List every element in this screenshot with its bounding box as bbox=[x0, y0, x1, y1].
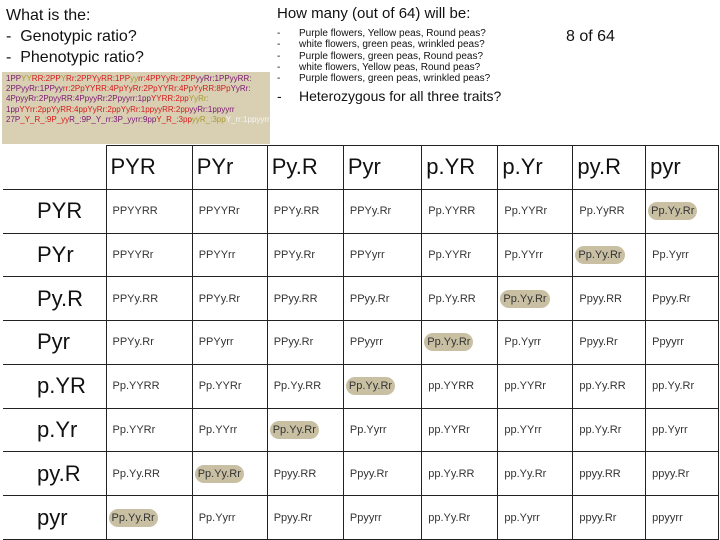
answer-segment: 27P bbox=[6, 114, 21, 124]
answer-line bbox=[6, 105, 266, 115]
genotype-text: PPyy.Rr bbox=[273, 336, 314, 349]
answer-segment: YyRr:2Pp bbox=[123, 84, 158, 94]
genotype-text: Pp.Yy.RR bbox=[112, 467, 160, 480]
genotype-text: pp.YYRR bbox=[428, 380, 475, 393]
genotype-cell bbox=[343, 364, 421, 408]
genotype-text: Ppyy.RR bbox=[579, 292, 622, 305]
genotype-cell bbox=[573, 277, 646, 321]
genotype-text: Pp.Yyrr bbox=[504, 336, 542, 349]
genotype-text: Pp.Yy.RR bbox=[273, 380, 322, 393]
genotype-text: Pp.Yy.Rr bbox=[648, 202, 697, 220]
genotype-text: PPYy.Rr bbox=[273, 248, 316, 261]
genotype-text: PPYy.RR bbox=[273, 205, 320, 218]
genotype-text: pp.Yyrr bbox=[652, 423, 688, 436]
genotype-text: Pp.YYRr bbox=[112, 423, 156, 436]
gamete-row-header: Py.R bbox=[3, 277, 106, 321]
genotype-cell bbox=[267, 452, 343, 496]
genotype-cell bbox=[646, 364, 719, 408]
genotype-cell bbox=[573, 496, 646, 540]
genotype-text: pp.Yyrr bbox=[504, 511, 540, 524]
genotype-phenotype-question bbox=[6, 5, 144, 68]
genotype-cell bbox=[646, 408, 719, 452]
answer-segment: YyRr:2pp bbox=[87, 104, 121, 114]
genotype-text: Pp.YYRR bbox=[428, 205, 476, 218]
genotype-text: Pp.Yyrr bbox=[652, 248, 689, 261]
how-many-item: - Purple flowers, green peas, Round peas? bbox=[277, 51, 717, 62]
genotype-cell bbox=[422, 496, 498, 540]
punnett-row bbox=[3, 408, 719, 452]
genotype-cell bbox=[573, 364, 646, 408]
genotype-cell bbox=[498, 496, 573, 540]
genotype-text: Pp.Yy.Rr bbox=[109, 509, 158, 527]
gamete-column-header: PYR bbox=[106, 146, 192, 190]
genotype-text: PPYYRr bbox=[198, 205, 240, 218]
genotype-cell bbox=[343, 452, 421, 496]
genotype-cell bbox=[106, 364, 192, 408]
genotype-cell bbox=[498, 452, 573, 496]
genotype-text: ppyy.RR bbox=[579, 467, 621, 480]
genotype-cell bbox=[106, 277, 192, 321]
genotype-cell bbox=[646, 321, 719, 365]
punnett-row bbox=[3, 233, 719, 277]
genotype-text: PPYy.Rr bbox=[112, 336, 154, 349]
answer-ratio-box bbox=[2, 72, 270, 144]
genotype-text: Pp.YyRR bbox=[579, 205, 625, 218]
genotype-cell bbox=[106, 452, 192, 496]
question-line-2: - Genotypic ratio? bbox=[6, 28, 137, 45]
genotype-cell bbox=[573, 321, 646, 365]
genotype-cell bbox=[192, 321, 267, 365]
answer-segment: yy bbox=[130, 74, 139, 83]
genotype-text: Pp.YYrr bbox=[198, 423, 238, 436]
genotype-text: Pp.Yy.Rr bbox=[195, 465, 244, 483]
answer-segment: YYrr:2pp bbox=[19, 104, 51, 114]
genotype-cell bbox=[422, 233, 498, 277]
genotype-text: pp.Yy.RR bbox=[428, 467, 475, 480]
genotype-text: Pp.Yy.Rr bbox=[270, 421, 319, 439]
how-many-question bbox=[277, 5, 717, 105]
gamete-row-header: p.YR bbox=[3, 364, 106, 408]
genotype-cell bbox=[646, 277, 719, 321]
answer-segment: YYRR:4Pp bbox=[84, 84, 124, 94]
how-many-title: How many (out of 64) will be: bbox=[277, 5, 471, 22]
genotype-cell bbox=[646, 189, 719, 233]
how-many-item: - Purple flowers, green peas, wrinkled peas? bbox=[277, 73, 717, 84]
genotype-cell bbox=[192, 189, 267, 233]
punnett-square bbox=[3, 145, 719, 540]
punnett-row bbox=[3, 277, 719, 321]
genotype-cell bbox=[106, 496, 192, 540]
answer-segment: YyRR:8Pp bbox=[193, 84, 231, 94]
answer-segment: yyRr:1PPyyRR: bbox=[195, 74, 252, 83]
answer-segment: Y_R_:3pp bbox=[156, 114, 192, 124]
punnett-corner bbox=[3, 146, 106, 190]
genotype-cell bbox=[267, 364, 343, 408]
genotype-text: ppyy.Rr bbox=[579, 511, 617, 524]
answer-segment: YyRr:1pp bbox=[120, 104, 155, 114]
genotype-cell bbox=[343, 408, 421, 452]
answer-line bbox=[6, 74, 266, 84]
genotype-cell bbox=[106, 408, 192, 452]
genotype-text: Ppyy.Rr bbox=[273, 511, 313, 524]
answer-segment: YyRr: bbox=[230, 84, 251, 94]
genotype-cell bbox=[267, 496, 343, 540]
answer-segment: yyRr:1ppyyrr bbox=[189, 104, 235, 114]
genotype-text: PPYy.Rr bbox=[349, 205, 392, 218]
genotype-text: Ppyy.Rr bbox=[579, 336, 618, 349]
answer-segment: rr:2Pp bbox=[62, 84, 85, 94]
genotype-text: Ppyy.RR bbox=[273, 467, 317, 480]
gamete-column-header: Py.R bbox=[267, 146, 343, 190]
punnett-row bbox=[3, 364, 719, 408]
genotype-text: Ppyyrr bbox=[349, 511, 382, 524]
genotype-text: Pp.YYRR bbox=[112, 380, 160, 393]
genotype-text: pp.Yy.Rr bbox=[504, 467, 547, 480]
genotype-text: pp.Yy.RR bbox=[579, 380, 626, 393]
answer-segment: RR:2PP bbox=[31, 74, 61, 83]
genotype-text: pp.YYrr bbox=[504, 423, 542, 436]
genotype-text: pp.Yy.Rr bbox=[652, 380, 695, 393]
genotype-cell bbox=[343, 233, 421, 277]
punnett-row bbox=[3, 496, 719, 540]
genotype-cell bbox=[343, 189, 421, 233]
genotype-cell bbox=[192, 496, 267, 540]
genotype-cell bbox=[498, 321, 573, 365]
answer-segment: _Y_R_:9P_yy bbox=[20, 114, 70, 124]
gamete-row-header: pyr bbox=[3, 496, 106, 540]
genotype-text: pp.Yy.Rr bbox=[579, 423, 622, 436]
genotype-cell bbox=[343, 496, 421, 540]
genotype-cell bbox=[106, 321, 192, 365]
punnett-row bbox=[3, 452, 719, 496]
answer-segment: YyRR:4pp bbox=[50, 104, 88, 114]
gamete-column-header: p.Yr bbox=[498, 146, 573, 190]
genotype-cell bbox=[422, 364, 498, 408]
question-line-3: - Phenotypic ratio? bbox=[6, 49, 144, 66]
genotype-cell bbox=[498, 408, 573, 452]
genotype-cell bbox=[267, 233, 343, 277]
answer-line bbox=[6, 94, 266, 104]
genotype-cell bbox=[498, 189, 573, 233]
gamete-column-header: p.YR bbox=[422, 146, 498, 190]
genotype-cell bbox=[573, 233, 646, 277]
genotype-cell bbox=[422, 189, 498, 233]
genotype-cell bbox=[267, 189, 343, 233]
genotype-text: Pp.Yy.RR bbox=[428, 292, 476, 305]
genotype-cell bbox=[106, 189, 192, 233]
answer-segment: YyRr:2PP bbox=[160, 74, 196, 83]
genotype-text: ppyyrr bbox=[652, 511, 683, 524]
genotype-text: ppyy.Rr bbox=[652, 467, 690, 480]
answer-line bbox=[6, 114, 270, 125]
genotype-text: Pp.YYRr bbox=[504, 205, 548, 218]
answer-segment: R_:9P_Y_rr:3P_yyrr:9pp bbox=[69, 114, 157, 124]
genotype-text: PPYyrr bbox=[349, 248, 385, 261]
answer-segment: Y bbox=[60, 74, 67, 83]
genotype-text: Pp.YYRr bbox=[428, 248, 472, 261]
genotype-cell bbox=[422, 408, 498, 452]
genotype-text: Pp.Yyrr bbox=[198, 511, 236, 524]
genotype-text: pp.YYRr bbox=[428, 423, 470, 436]
genotype-text: pp.Yy.Rr bbox=[428, 511, 471, 524]
gamete-column-header: pyr bbox=[646, 146, 719, 190]
answer-segment: 2PPyyRr:1PPyy bbox=[6, 84, 63, 94]
genotype-text: PPYYRR bbox=[112, 205, 158, 218]
answer-segment: YYRR:2pp bbox=[150, 94, 189, 104]
genotype-cell bbox=[343, 321, 421, 365]
genotype-cell bbox=[573, 189, 646, 233]
gamete-row-header: p.Yr bbox=[3, 408, 106, 452]
genotype-text: PPyy.RR bbox=[273, 292, 318, 305]
how-many-item: - Purple flowers, Yellow peas, Round peas? bbox=[277, 28, 717, 39]
answer-segment: 1pp bbox=[6, 104, 20, 114]
how-many-item: - white flowers, green peas, wrinkled peas? bbox=[277, 39, 717, 50]
gamete-column-header: PYr bbox=[192, 146, 267, 190]
genotype-text: PPyyrr bbox=[349, 336, 383, 349]
genotype-cell bbox=[192, 364, 267, 408]
genotype-text: Pp.YYrr bbox=[504, 248, 543, 261]
answer-segment: YY bbox=[21, 74, 32, 83]
genotype-cell bbox=[192, 233, 267, 277]
genotype-text: PPYy.RR bbox=[112, 292, 159, 305]
gamete-row-header: PYR bbox=[3, 189, 106, 233]
genotype-cell bbox=[498, 364, 573, 408]
gamete-row-header: PYr bbox=[3, 233, 106, 277]
genotype-cell bbox=[192, 452, 267, 496]
genotype-text: PPYYRr bbox=[112, 248, 154, 261]
genotype-text: Pp.Yy.Rr bbox=[575, 246, 624, 264]
genotype-text: pp.YYRr bbox=[504, 380, 546, 393]
answer-segment: YyRr: bbox=[188, 94, 209, 104]
answer-segment: Rr:2PP bbox=[66, 74, 92, 83]
answer-segment: yyRr:2PpyyRR:4PpyyRr:2Ppyyrr:1pp bbox=[20, 94, 151, 104]
answer-segment: 1PP bbox=[6, 74, 22, 83]
genotype-cell bbox=[192, 408, 267, 452]
gamete-row-header: py.R bbox=[3, 452, 106, 496]
genotype-text: Ppyy.Rr bbox=[349, 467, 389, 480]
genotype-text: Pp.Yy.Rr bbox=[424, 333, 473, 351]
genotype-cell bbox=[106, 233, 192, 277]
answer-count: 8 of 64 bbox=[566, 28, 615, 45]
question-line-1: What is the: bbox=[6, 7, 91, 24]
punnett-row bbox=[3, 189, 719, 233]
answer-segment: yyR_:3pp bbox=[191, 114, 226, 124]
genotype-text: Pp.Yy.Rr bbox=[500, 290, 549, 308]
answer-segment: 4Pp bbox=[6, 94, 21, 104]
genotype-cell bbox=[646, 233, 719, 277]
answer-segment: Y_rr:1ppyyrr bbox=[225, 114, 270, 124]
how-many-list bbox=[277, 28, 717, 84]
genotype-text: Pp.Yy.Rr bbox=[346, 377, 395, 395]
answer-segment: yyRR:2pp bbox=[154, 104, 190, 114]
answer-segment: YYRr:4Pp bbox=[157, 84, 194, 94]
answer-segment: YyRR:1PP bbox=[91, 74, 131, 83]
genotype-cell bbox=[646, 452, 719, 496]
genotype-text: Ppyyrr bbox=[652, 336, 684, 349]
genotype-cell bbox=[573, 452, 646, 496]
genotype-text: Pp.Yyrr bbox=[349, 423, 387, 436]
genotype-text: PPyy.Rr bbox=[349, 292, 390, 305]
genotype-cell bbox=[343, 277, 421, 321]
genotype-text: Pp.YYRr bbox=[198, 380, 242, 393]
heterozygous-question: - Heterozygous for all three traits? bbox=[277, 87, 717, 105]
answer-line bbox=[6, 84, 266, 94]
genotype-text: Ppyy.Rr bbox=[652, 292, 691, 305]
genotype-cell bbox=[498, 277, 573, 321]
how-many-item: - white flowers, Yellow peas, Round peas? bbox=[277, 62, 717, 73]
genotype-text: PPYyrr bbox=[198, 336, 234, 349]
genotype-cell bbox=[267, 321, 343, 365]
punnett-header-row bbox=[3, 146, 719, 190]
gamete-column-header: Pyr bbox=[343, 146, 421, 190]
gamete-column-header: py.R bbox=[573, 146, 646, 190]
genotype-cell bbox=[498, 233, 573, 277]
genotype-cell bbox=[267, 277, 343, 321]
genotype-cell bbox=[422, 321, 498, 365]
genotype-text: PPYy.Rr bbox=[198, 292, 241, 305]
genotype-cell bbox=[422, 277, 498, 321]
punnett-row bbox=[3, 321, 719, 365]
answer-segment: rr:4PP bbox=[138, 74, 161, 83]
genotype-cell bbox=[646, 496, 719, 540]
genotype-cell bbox=[422, 452, 498, 496]
gamete-row-header: Pyr bbox=[3, 321, 106, 365]
genotype-cell bbox=[192, 277, 267, 321]
genotype-cell bbox=[267, 408, 343, 452]
genotype-text: PPYYrr bbox=[198, 248, 236, 261]
genotype-cell bbox=[573, 408, 646, 452]
